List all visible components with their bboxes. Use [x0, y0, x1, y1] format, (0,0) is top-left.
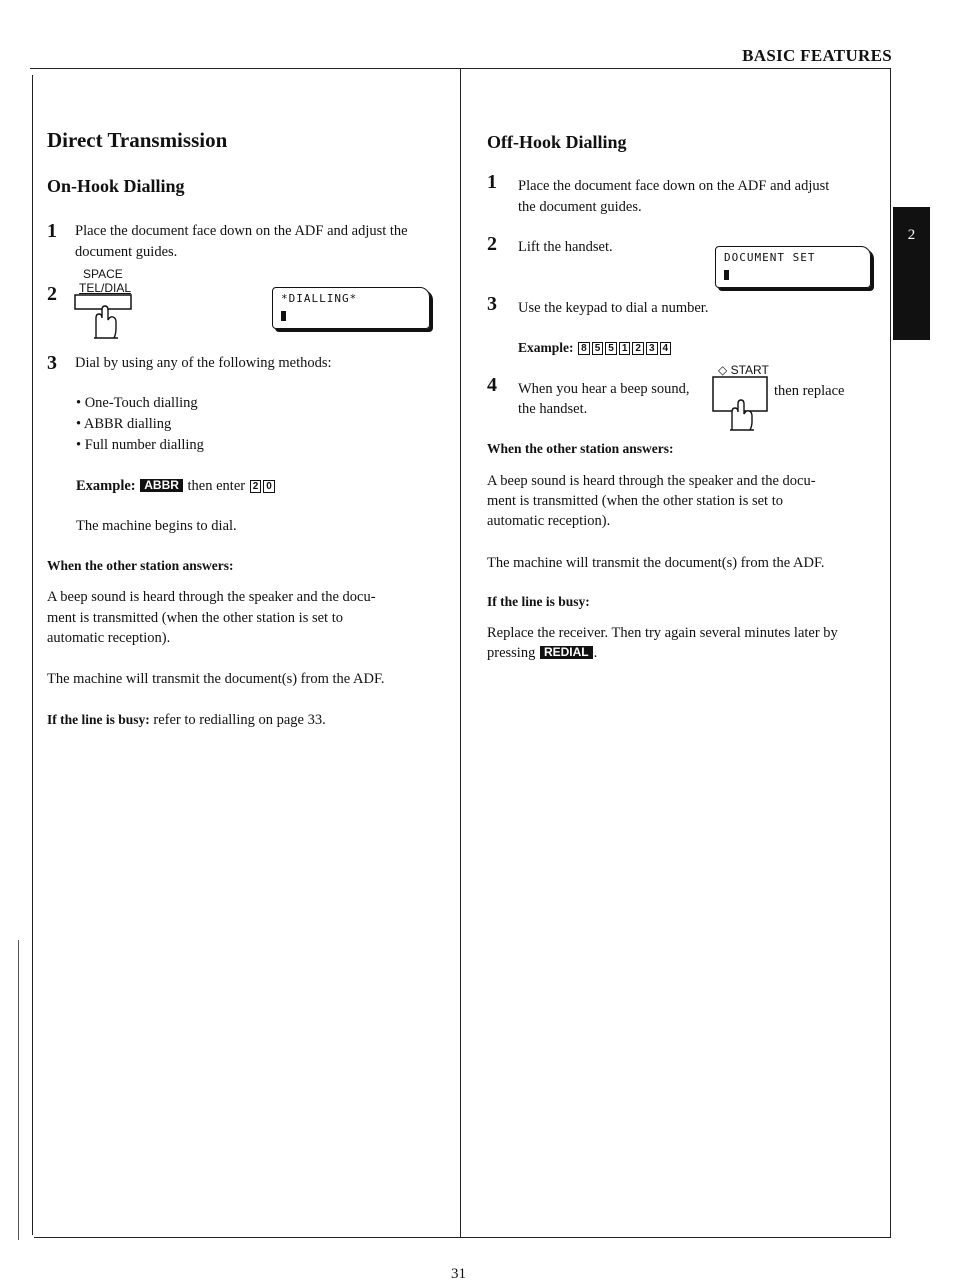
left-busy-label: If the line is busy: [47, 712, 150, 727]
scan-artifact [18, 940, 19, 1240]
right-busy-pressing: pressing [487, 645, 536, 661]
right-example [518, 338, 672, 359]
display-cursor [724, 270, 729, 280]
right-example-label: Example: [518, 340, 574, 355]
right-busy-line2 [487, 643, 597, 664]
right-step1-line2: the document guides. [518, 199, 642, 215]
frame-right-rule [890, 68, 891, 1238]
digit-key: 0 [263, 480, 275, 493]
space-key-label: SPACE [83, 267, 123, 281]
digit-key: 5 [605, 342, 617, 355]
right-step2-number: 2 [487, 233, 497, 255]
left-step1-number: 1 [47, 220, 57, 242]
frame-bottom-rule [34, 1237, 891, 1238]
digit-key: 4 [660, 342, 672, 355]
digit-key: 1 [619, 342, 631, 355]
page-title: Direct Transmission [47, 128, 228, 152]
right-step1-line1: Place the document face down on the ADF and adjust [518, 178, 830, 194]
right-step4-text3: the handset. [518, 401, 588, 417]
chapter-tab: 2 [893, 207, 930, 340]
start-key-label: ◇ START [718, 363, 769, 377]
document-set-display-text: DOCUMENT SET [724, 251, 816, 264]
right-step2-text: Lift the handset. [518, 239, 613, 255]
left-answers-line2: ment is transmitted (when the other station is set to [47, 610, 343, 626]
left-step2-number: 2 [47, 283, 57, 305]
right-busy-heading: If the line is busy: [487, 594, 590, 609]
left-answers-line1: A beep sound is heard through the speaker and the docu- [47, 589, 376, 605]
onhook-heading: On-Hook Dialling [47, 176, 185, 196]
right-step4-text2: then replace [774, 383, 845, 399]
right-answers-heading: When the other station answers: [487, 441, 674, 456]
digit-key: 5 [592, 342, 604, 355]
redial-key: REDIAL [540, 646, 593, 659]
offhook-heading: Off-Hook Dialling [487, 132, 627, 152]
display-cursor [281, 311, 286, 321]
dialling-display-text: *DIALLING* [281, 292, 358, 305]
left-answers-heading: When the other station answers: [47, 558, 234, 573]
left-busy-text: refer to redialling on page 33. [153, 712, 326, 728]
right-step3-number: 3 [487, 293, 497, 315]
digit-key: 8 [578, 342, 590, 355]
abbr-key: ABBR [140, 479, 183, 492]
page-number: 31 [451, 1266, 466, 1282]
left-example [76, 476, 276, 497]
right-step4-number: 4 [487, 374, 497, 396]
left-step3-number: 3 [47, 352, 57, 374]
start-key-icon [712, 376, 772, 437]
frame-left-rule [32, 75, 33, 1235]
document-set-display [715, 246, 871, 288]
left-answers-line3: automatic reception). [47, 630, 171, 646]
section-header: BASIC FEATURES [742, 46, 892, 65]
left-busy [47, 710, 326, 731]
right-busy-line1: Replace the receiver. Then try again several minutes later by [487, 625, 838, 641]
column-divider [460, 68, 461, 1238]
digit-key: 2 [250, 480, 262, 493]
tel-dial-key-icon [74, 294, 134, 345]
right-answers-line2: ment is transmitted (when the other station is set to [487, 493, 783, 509]
digit-key: 2 [632, 342, 644, 355]
right-step1-number: 1 [487, 171, 497, 193]
dialling-display [272, 287, 430, 329]
method-one-touch: • One-Touch dialling [76, 395, 198, 411]
right-answers-line1: A beep sound is heard through the speaker and the docu- [487, 473, 816, 489]
tel-dial-key-label: TEL/DIAL [79, 281, 132, 295]
right-answers-line3: automatic reception). [487, 513, 611, 529]
method-full-number: • Full number dialling [76, 437, 204, 453]
left-example-label: Example: [76, 478, 136, 494]
left-step1-text: Place the document face down on the ADF and adjust the document guides. [75, 223, 408, 260]
left-transmit-text: The machine will transmit the document(s) from the ADF. [47, 671, 385, 687]
right-step3-text: Use the keypad to dial a number. [518, 300, 709, 316]
right-busy-end: . [593, 645, 598, 661]
right-transmit-text: The machine will transmit the document(s) from the ADF. [487, 555, 825, 571]
dial-begins-text: The machine begins to dial. [76, 518, 237, 534]
digit-key: 3 [646, 342, 658, 355]
left-example-mid: then enter [187, 478, 246, 494]
method-abbr: • ABBR dialling [76, 416, 172, 432]
right-step4-text1: When you hear a beep sound, [518, 381, 690, 397]
left-step3-text: Dial by using any of the following methods: [75, 355, 332, 371]
